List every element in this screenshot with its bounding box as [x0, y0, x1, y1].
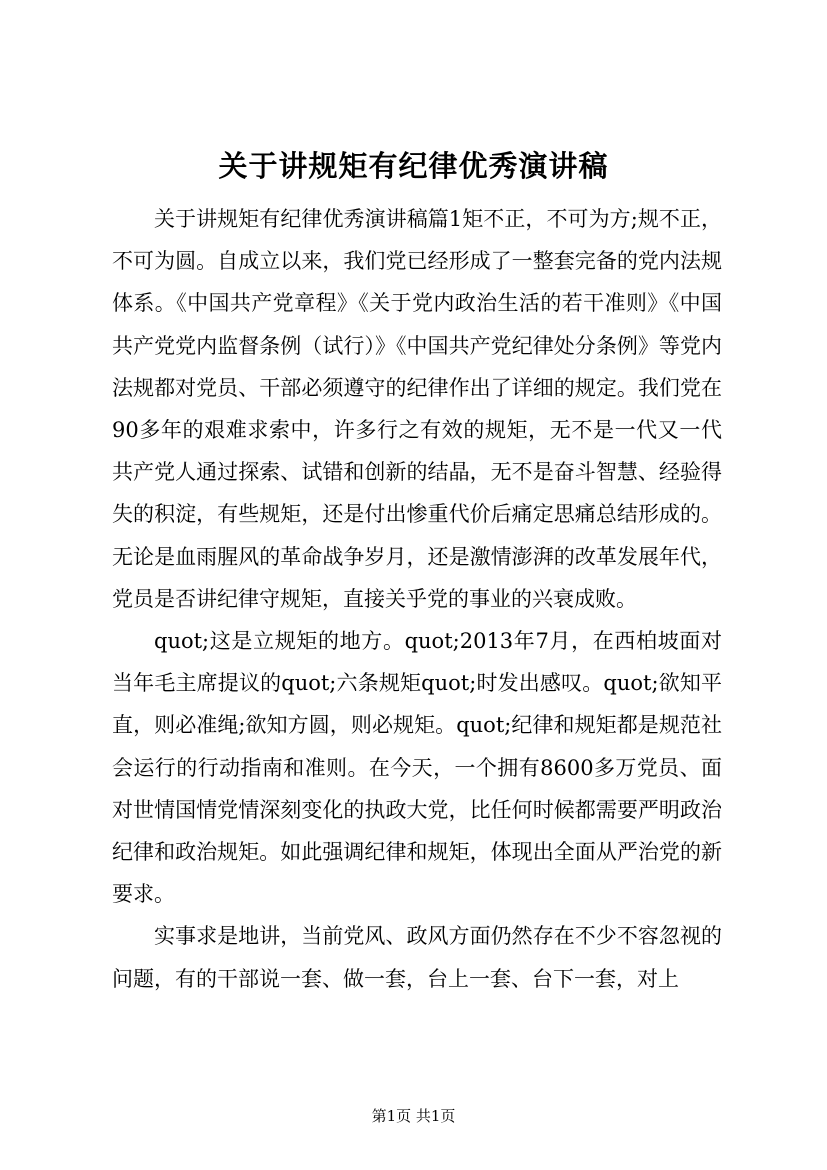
paragraph-2: quot;这是立规矩的地方。quot;2013年7月，在西柏坡面对当年毛主席提议的quot;六条规矩quot;时发出感叹。quot;欲知平直，则必准绳;欲知方圆，则必规矩。quot;纪律和规矩都是规范社会运行的行动指南和准则。在今天，一个拥有8600多万党员、面对世情国情党情深刻变化的执政大党，比任何时候都需要严明政治纪律和政治规矩。如此强调纪律和规矩，体现出全面从严治党的新要求。 [112, 629, 722, 907]
page-footer [0, 1106, 827, 1126]
page-number-label: 第1页 共1页 [371, 1107, 456, 1125]
document-title: 关于讲规矩有纪律优秀演讲稿 [218, 149, 609, 183]
paragraph-3: 实事求是地讲，当前党风、政风方面仍然存在不少不容忽视的问题，有的干部说一套、做一套，台上一套、台下一套，对上 [112, 924, 722, 991]
document-body [112, 198, 722, 1000]
paragraph-1: 关于讲规矩有纪律优秀演讲稿篇1矩不正，不可为方;规不正，不可为圆。自成立以来，我们党已经形成了一整套完备的党内法规体系。《中国共产党章程》《关于党内政治生活的若干准则》《中国共产党党内监督条例（试行）》《中国共产党纪律处分条例》等党内法规都对党员、干部必须遵守的纪律作出了详细的规定。我们党在90多年的艰难求索中，许多行之有效的规矩，无不是一代又一代共产党人通过探索、试错和创新的结晶，无不是奋斗智慧、经验得失的积淀，有些规矩，还是付出惨重代价后痛定思痛总结形成的。无论是血雨腥风的革命战争岁月，还是激情澎湃的改革发展年代，党员是否讲纪律守规矩，直接关乎党的事业的兴衰成败。 [112, 207, 722, 611]
